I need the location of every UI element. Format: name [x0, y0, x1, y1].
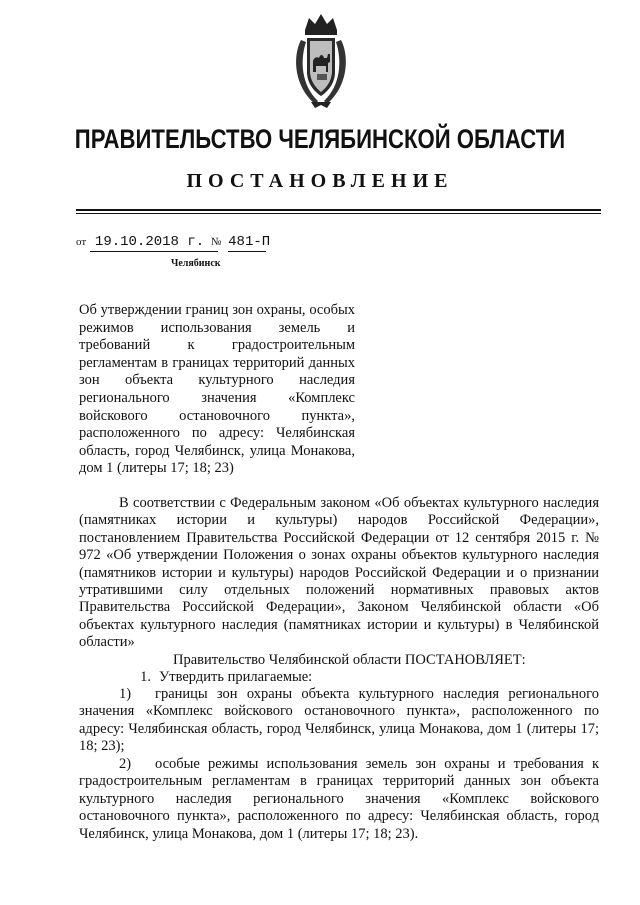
header-divider-thin: [76, 213, 601, 214]
date-underline: [90, 251, 218, 252]
document-number: 481-П: [228, 234, 271, 250]
number-prefix: №: [210, 236, 222, 248]
subitem-1-number: 1): [119, 686, 132, 702]
coat-of-arms-emblem: [291, 10, 351, 110]
item-1-text: Утвердить прилагаемые:: [159, 669, 313, 685]
document-date: 19.10.2018 г.: [94, 234, 205, 250]
subject-heading: Об утверждении границ зон охраны, особых режимов использования земель и требований к градостроительным регламентам в границах территорий данных зон объекта культурного наследия регионального значения «Комплекс войскового остановочного пункта», расположенного по адресу: Челябинская область, город Челябинск, улица Монакова, дом 1 (литеры 17; 18; 23): [79, 302, 355, 477]
government-title: ПРАВИТЕЛЬСТВО ЧЕЛЯБИНСКОЙ ОБЛАСТИ: [74, 124, 566, 154]
subitem-1-text: границы зон охраны объекта культурного наследия регионального значения «Комплекс войскового остановочного пункта», расположенного по адресу: Челябинская область, город Челябинск, улица Монакова, дом 1 (литеры 17; 18; 23);: [79, 686, 599, 755]
resolution-statement: Правительство Челябинской области ПОСТАНОВЛЯЕТ:: [173, 652, 526, 668]
date-prefix: от: [76, 236, 87, 248]
subitem-2-text: особые режимы использования земель зон охраны и требования к градостроительным регламентам в границах территорий данных зон объекта культурного наследия регионального значения «Комплекс войскового остановочного пункта», расположенного по адресу: Челябинская область, город Челябинск, улица Монакова, дом 1 (литеры 17; 18; 23).: [79, 756, 599, 842]
subitem-1: [79, 686, 599, 756]
preamble-paragraph: В соответствии с Федеральным законом «Об объектах культурного наследия (памятниках истории и культуры) народов Российской Федерации», постановлением Правительства Российской Федерации от 12 сентября 2015 г. № 972 «Об утверждении Положения о зонах охраны объектов культурного наследия (памятников истории и культуры) народов Российской Федерации и о признании утратившими силу отдельных положений нормативных правовых актов Правительства Российской Федерации», Законом Челябинской области «Об объектах культурного наследия (памятниках истории и культуры) в Челябинской области»: [79, 495, 599, 651]
document-type: ПОСТАНОВЛЕНИЕ: [186, 170, 454, 192]
header-divider-thick: [76, 209, 601, 211]
item-1: [79, 669, 599, 686]
date-number-row: [76, 234, 270, 250]
subitem-2: [79, 756, 599, 843]
city-label: Челябинск: [171, 258, 221, 269]
number-underline: [228, 251, 266, 252]
subitem-2-number: 2): [119, 756, 132, 772]
item-1-number: 1.: [140, 669, 151, 685]
